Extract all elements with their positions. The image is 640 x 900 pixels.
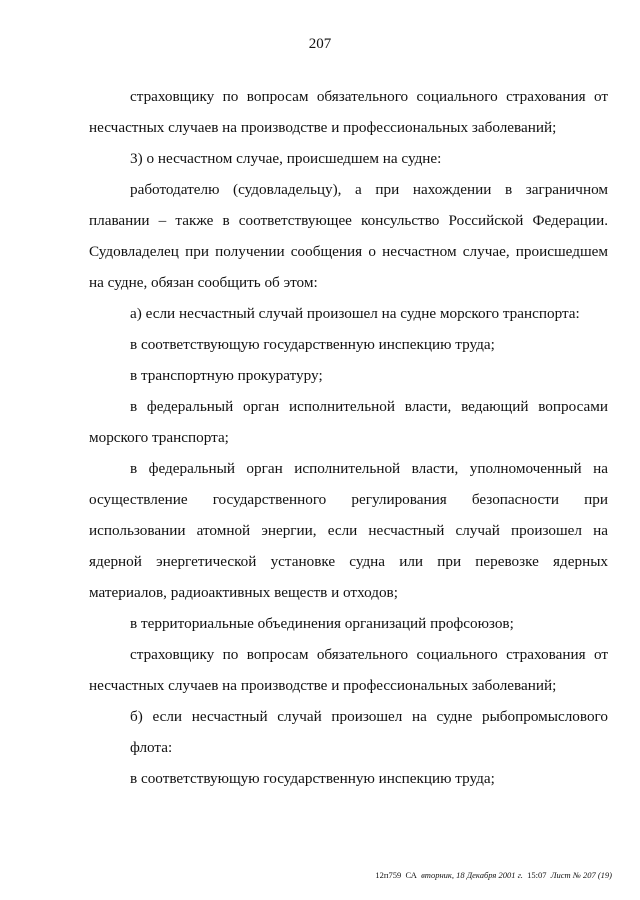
paragraph-labor-inspection-2: в соответствующую государственную инспекцию труда;: [130, 770, 495, 787]
page-footer: [0, 869, 612, 881]
paragraph-trade-unions: в территориальные объединения организаций профсоюзов;: [130, 615, 514, 632]
footer-org: СА: [405, 870, 417, 880]
paragraph-federal-marine-authority: в федеральный орган исполнительной власти, ведающий вопросами морского транспорта;: [89, 398, 608, 446]
paragraph-insurer-2: страховщику по вопросам обязательного социального страхования от несчастных случаев на производстве и профессиональных заболеваний;: [89, 646, 608, 694]
footer-sheet: Лист № 207 (19): [550, 870, 612, 880]
paragraph-transport-prosecutor: в транспортную прокуратуру;: [130, 367, 323, 384]
paragraph-ship-accident: 3) о несчастном случае, происшедшем на судне:: [130, 150, 442, 167]
paragraph-federal-nuclear-authority: в федеральный орган исполнительной власти, уполномоченный на осуществление государственного регулирования безопасности при использовании атомной энергии, если несчастный случай произошел на ядерной энергетической установке судна или при перевозке ядерных материалов, радиоактивных веществ и отходов;: [89, 460, 608, 601]
paragraph-fishing-fleet: б) если несчастный случай произошел на судне рыбопромыслового флота:: [130, 708, 608, 756]
paragraph-labor-inspection-1: в соответствующую государственную инспекцию труда;: [130, 336, 495, 353]
footer-date: вторник, 18 Декабря 2001 г.: [421, 870, 523, 880]
page-number: 207: [308, 36, 332, 52]
paragraph-insurer-1: страховщику по вопросам обязательного социального страхования от несчастных случаев на производстве и профессиональных заболеваний;: [89, 88, 608, 136]
paragraph-marine-transport: а) если несчастный случай произошел на судне морского транспорта:: [130, 305, 580, 322]
document-body: [89, 81, 608, 794]
footer-doc-code: 12п759: [375, 870, 402, 880]
footer-time: 15:07: [527, 870, 547, 880]
paragraph-employer-shipowner: работодателю (судовладельцу), а при нахождении в заграничном плавании – также в соответствующее консульство Российской Федерации. Судовладелец при получении сообщения о несчастном случае, происшедшем на судне, обязан сообщить об этом:: [89, 181, 608, 291]
